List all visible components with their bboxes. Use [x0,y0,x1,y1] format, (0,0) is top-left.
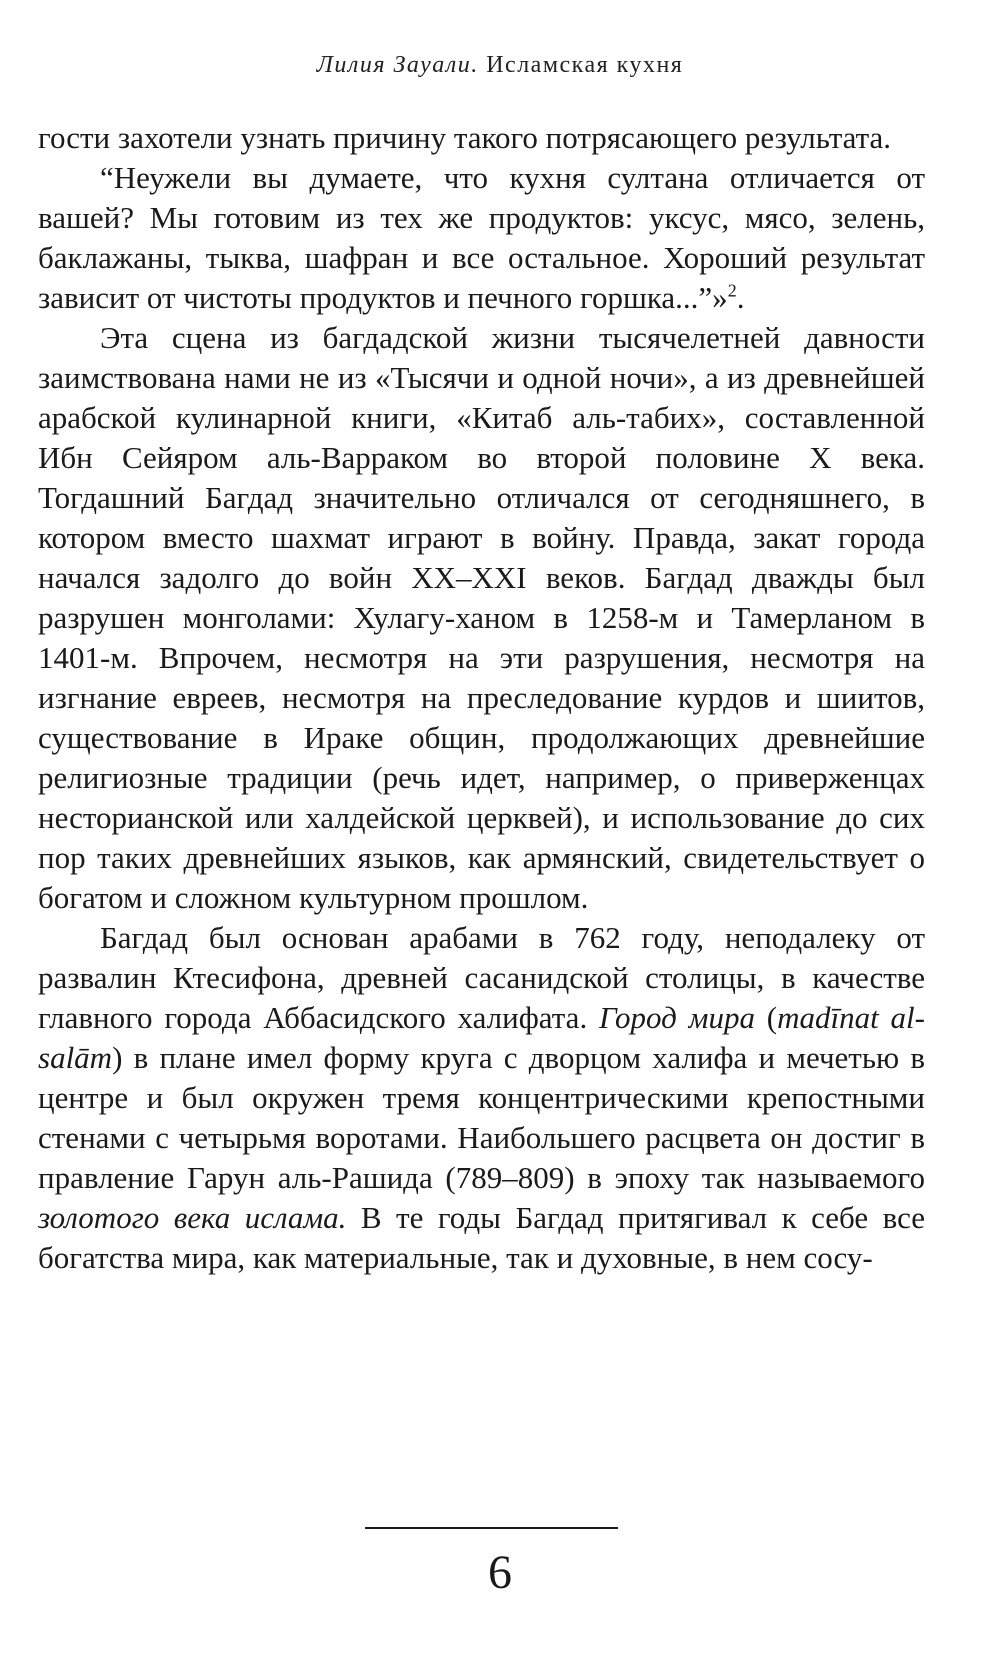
paragraph-4-part-a: Багдад был основан арабами в 762 году, неподалеку от развалин Ктесифона, древней сасанидской столицы, в качестве главного города Аббасидского халифата. [38,920,925,1035]
paragraph-4-part-b: ( [754,1000,778,1035]
paragraph-2 [38,158,925,318]
paragraph-1: гости захотели узнать причину такого потрясающего результата. [38,120,892,155]
paragraph-4-part-d: В те годы Багдад притягивал к себе все богатства мира, как материальные, так и духовные, в нем сосу- [38,1200,925,1275]
italic-golden-age: золотого века ислама. [38,1200,347,1235]
paragraph-3: Эта сцена из багдадской жизни тысячелетней давности заимствована нами не из «Тысячи и одной ночи», а из древнейшей арабской кулинарной книги, «Китаб аль-табих», составленной Ибн Сейяром аль-Варраком во второй половине X века. Тогдашний Багдад значительно отличался от сегодняшнего, в котором вместо шахмат играют в войну. Правда, закат города начался задолго до войн XX–XXI веков. Багдад дважды был разрушен монголами: Хулагу-ханом в 1258-м и Тамерланом в 1401-м. Впрочем, несмотря на эти разрушения, несмотря на изгнание евреев, несмотря на преследование курдов и шиитов, существование в Ираке общин, продолжающих древнейшие религиозные традиции (речь идет, например, о приверженцах несторианской или халдейской церквей), и использование до сих пор таких древнейших языков, как армянский, свидетельствует о богатом и сложном культурном прошлом. [38,320,925,915]
header-author: Лилия Зауали. [316,52,479,78]
body-text [38,118,925,1278]
paragraph-4 [38,918,925,1278]
paragraph-4-part-c: ) в плане имел форму круга с дворцом халифа и мечетью в центре и был окружен тремя концентрическими крепостными стенами с четырьмя воротами. Наибольшего расцвета он достиг в правление Гарун аль-Рашида (789–809) в эпоху так называемого [38,1040,925,1195]
paragraph-2-end: . [736,280,745,315]
running-header [0,52,1000,79]
page-number: 6 [488,1546,512,1599]
header-title: Исламская кухня [486,52,684,78]
italic-madinat-al-salam: madīnat al-salām [38,1000,925,1075]
paragraph-2-text: “Неужели вы думаете, что кухня султана отличается от вашей? Мы готовим из тех же продуктов: уксус, мясо, зелень, баклажаны, тыква, шафран и все остальное. Хороший результат зависит от чистоты продуктов и печного горшка...”» [38,160,925,315]
footer-divider [365,1527,618,1529]
footnote-marker: 2 [727,280,737,301]
italic-city-of-peace: Город мира [599,1000,755,1035]
